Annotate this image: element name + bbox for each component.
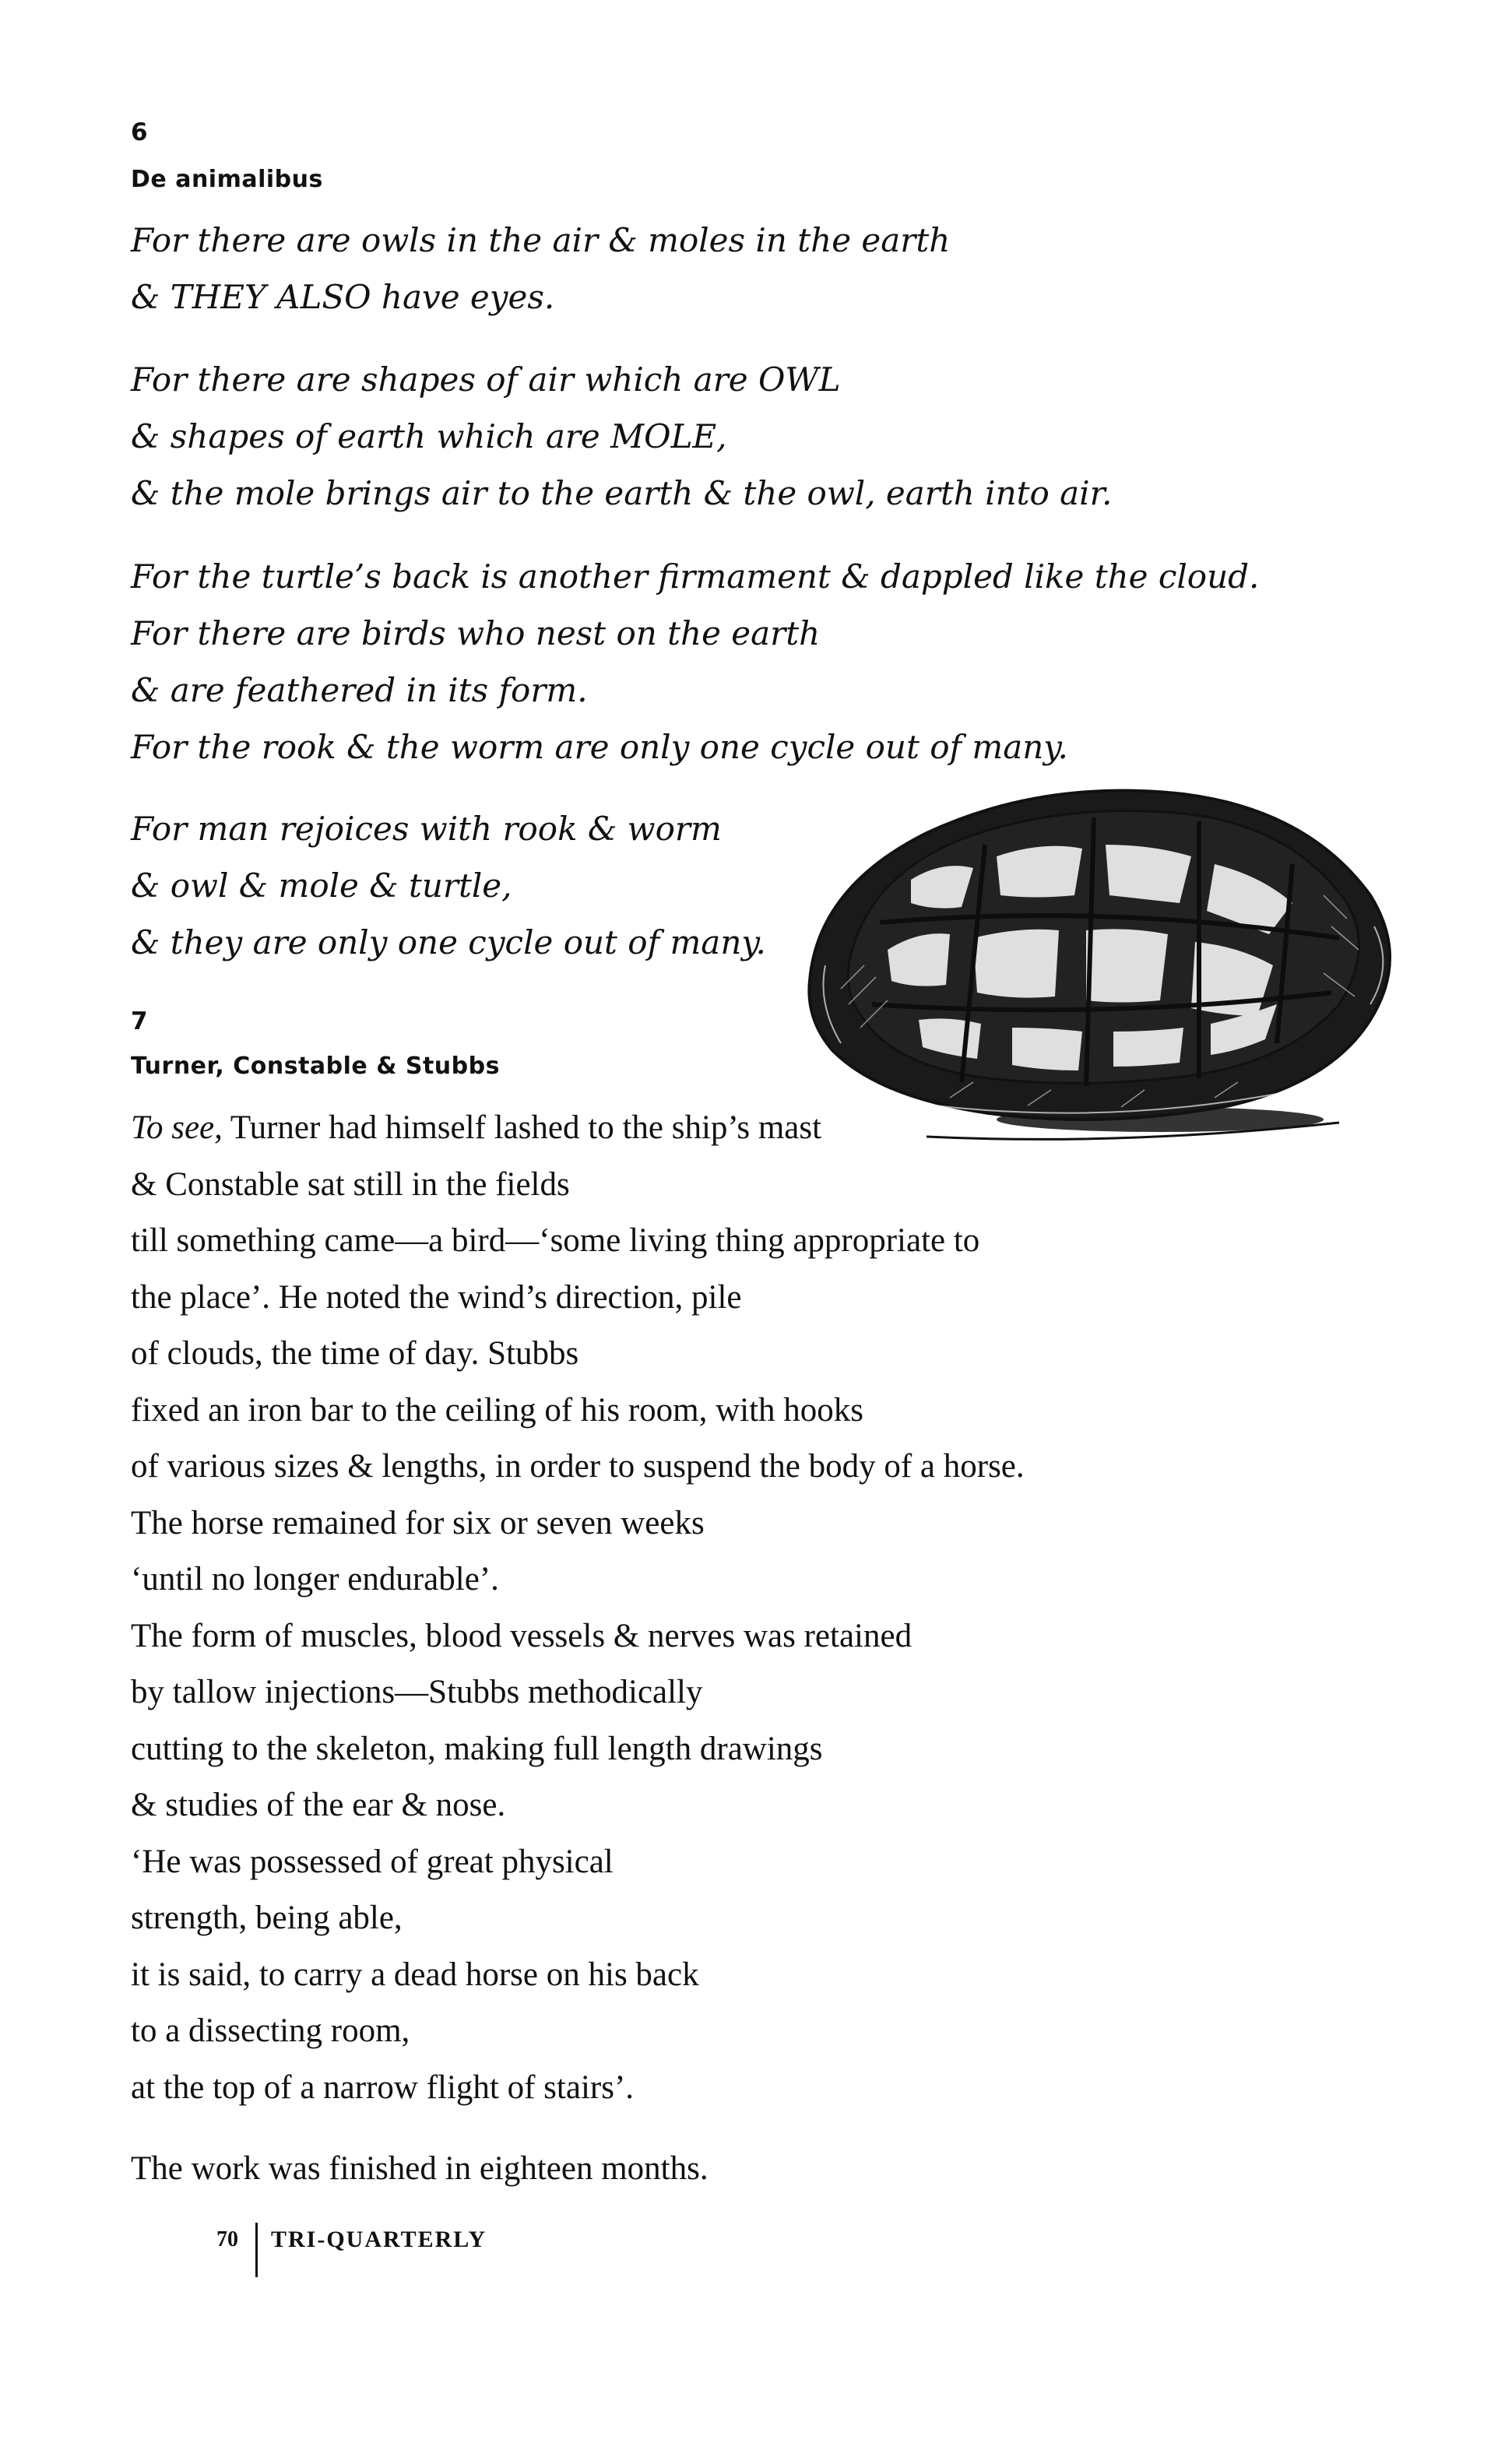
verse-line: For there are birds who nest on the earth: [131, 614, 821, 652]
verse-line: it is said, to carry a dead horse on his back: [131, 1956, 699, 1993]
section-7-title: Turner, Constable & Stubbs: [131, 1053, 500, 1080]
stanza-6-4: [131, 800, 766, 971]
footer-divider: [255, 2223, 258, 2277]
verse-line: & Constable sat still in the fields: [131, 1165, 570, 1203]
verse-line: of various sizes & lengths, in order to suspend the body of a horse.: [131, 1448, 1025, 1485]
page-number: 70: [216, 2227, 238, 2251]
verse-line: The horse remained for six or seven weeks: [131, 1504, 705, 1541]
closing-line: The work was finished in eighteen months.: [131, 2150, 709, 2187]
verse-line-first: [131, 1100, 1025, 1157]
verse-line: For man rejoices with rook & worm: [131, 810, 722, 848]
section-7-body: [131, 1100, 1025, 2116]
verse-line: fixed an iron bar to the ceiling of his room, with hooks: [131, 1391, 864, 1429]
verse-line: at the top of a narrow flight of stairs’.: [131, 2069, 635, 2106]
verse-line: For there are owls in the air & moles in the earth: [131, 221, 951, 259]
verse-line: & they are only one cycle out of many.: [131, 923, 766, 961]
verse-line: & shapes of earth which are MOLE,: [131, 417, 727, 455]
verse-line: For the turtle’s back is another firmament & dappled like the cloud.: [131, 557, 1260, 596]
verse-line: to a dissecting room,: [131, 2012, 410, 2049]
verse-line: & THEY ALSO have eyes.: [131, 278, 555, 316]
stanza-6-1: [131, 212, 950, 325]
section-6-number: 6: [131, 118, 148, 146]
verse-line: till something came—a bird—‘some living thing appropriate to: [131, 1222, 980, 1259]
verse-line: strength, being able,: [131, 1900, 403, 1936]
closing-stanza: [131, 2141, 709, 2198]
verse-line: the place’. He noted the wind’s direction, pile: [131, 1278, 742, 1316]
verse-line: For there are shapes of air which are OWL: [131, 360, 841, 399]
verse-line: ‘until no longer endurable’.: [131, 1561, 499, 1598]
verse-line-rest: Turner had himself lashed to the ship’s mast: [222, 1109, 822, 1146]
verse-line: & the mole brings air to the earth & the owl, earth into air.: [131, 474, 1113, 512]
verse-line: The form of muscles, blood vessels & nerves was retained: [131, 1617, 912, 1654]
verse-line: ‘He was possessed of great physical: [131, 1843, 614, 1880]
verse-line: by tallow injections—Stubbs methodically: [131, 1674, 703, 1710]
verse-italic-phrase: To see,: [131, 1109, 223, 1146]
verse-line: & studies of the ear & nose.: [131, 1787, 506, 1823]
section-6-title: De animalibus: [131, 166, 323, 193]
section-7-number: 7: [131, 1007, 148, 1035]
journal-title: TRI-QUARTERLY: [271, 2227, 487, 2252]
stanza-6-2: [131, 351, 1112, 522]
verse-line: cutting to the skeleton, making full length drawings: [131, 1730, 823, 1767]
stanza-6-3: [131, 548, 1259, 775]
verse-line: For the rook & the worm are only one cycle out of many.: [131, 728, 1068, 766]
verse-line: & owl & mole & turtle,: [131, 866, 512, 905]
verse-line: & are feathered in its form.: [131, 671, 588, 709]
verse-line: of clouds, the time of day. Stubbs: [131, 1335, 579, 1372]
